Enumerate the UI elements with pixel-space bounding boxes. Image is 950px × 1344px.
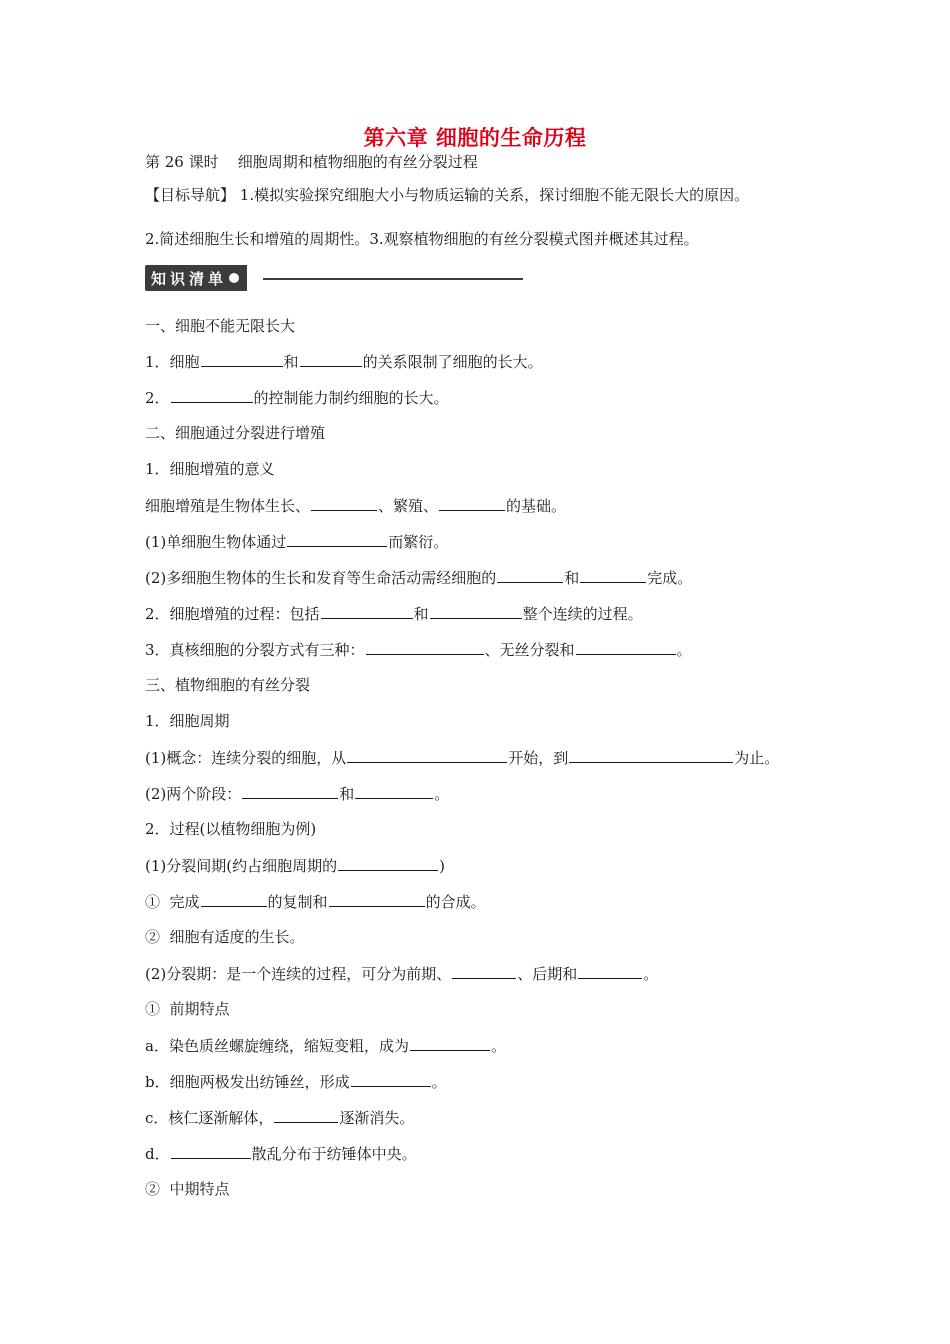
- prophase-b: [145, 1071, 447, 1092]
- blank-field[interactable]: [578, 963, 642, 979]
- item-3-2: 2．过程(以植物细胞为例): [145, 820, 317, 838]
- text: (1)分裂间期(约占细胞周期的: [145, 857, 338, 875]
- section-3-heading: 三、植物细胞的有丝分裂: [145, 676, 311, 694]
- blank-field[interactable]: [497, 567, 563, 583]
- blank-field[interactable]: [321, 603, 413, 619]
- item-3-1-p2: [145, 783, 449, 804]
- text: 1．细胞: [145, 353, 200, 371]
- blank-field[interactable]: [171, 387, 253, 403]
- text: 完成。: [647, 569, 693, 587]
- blank-field[interactable]: [201, 891, 267, 907]
- item-2-1-p1: [145, 531, 448, 552]
- text: a．染色质丝螺旋缠绕，缩短变粗，成为: [145, 1037, 409, 1055]
- section-2-heading: 二、细胞通过分裂进行增殖: [145, 424, 326, 442]
- item-1-2: [145, 387, 449, 408]
- text: 3．真核细胞的分裂方式有三种：: [145, 641, 365, 659]
- text: 和: [413, 605, 429, 623]
- text: (1)概念：连续分裂的细胞，从: [145, 749, 347, 767]
- text: 和: [283, 353, 299, 371]
- text: (1)单细胞生物体通过: [145, 533, 287, 551]
- blank-field[interactable]: [171, 1143, 251, 1159]
- text: 2．: [145, 389, 170, 407]
- text: 2．细胞增殖的过程：包括: [145, 605, 320, 623]
- blank-field[interactable]: [201, 351, 283, 367]
- item-2-1-text: [145, 495, 566, 516]
- goals-line-1: [145, 185, 749, 205]
- text: 的合成。: [425, 893, 486, 911]
- text: 。: [434, 785, 450, 803]
- text: 和: [564, 569, 580, 587]
- text: 。: [676, 641, 692, 659]
- blank-field[interactable]: [569, 747, 733, 763]
- lesson-title: 第 26 课时 细胞周期和植物细胞的有丝分裂过程: [145, 153, 478, 171]
- text: (2)多细胞生物体的生长和发育等生命活动需经细胞的: [145, 569, 497, 587]
- section-1-heading: 一、细胞不能无限长大: [145, 317, 296, 335]
- blank-field[interactable]: [430, 603, 522, 619]
- item-3-2-p2: [145, 963, 658, 984]
- goals-line-2: 2.简述细胞生长和增殖的周期性。3.观察植物细胞的有丝分裂模式图并概述其过程。: [145, 230, 699, 248]
- blank-field[interactable]: [338, 855, 438, 871]
- text: ① 完成: [145, 893, 200, 911]
- chapter-title: 第六章 细胞的生命历程: [363, 126, 587, 150]
- metaphase-heading: ② 中期特点: [145, 1180, 230, 1198]
- text: 的基础。: [506, 497, 567, 515]
- text: 逐渐消失。: [339, 1109, 415, 1127]
- text: b．细胞两极发出纺锤丝，形成: [145, 1073, 350, 1091]
- item-1-1: [145, 351, 543, 372]
- text: 的复制和: [267, 893, 328, 911]
- blank-field[interactable]: [580, 567, 646, 583]
- blank-field[interactable]: [351, 1071, 431, 1087]
- blank-field[interactable]: [410, 1035, 490, 1051]
- text: 整个连续的过程。: [522, 605, 643, 623]
- blank-field[interactable]: [347, 747, 507, 763]
- text: c．核仁逐渐解体，: [145, 1109, 274, 1127]
- prophase-c: [145, 1107, 414, 1128]
- text: 。: [643, 965, 659, 983]
- text: d．: [145, 1145, 170, 1163]
- blank-field[interactable]: [366, 639, 484, 655]
- blank-field[interactable]: [311, 495, 377, 511]
- banner-label: 知识清单: [151, 269, 228, 288]
- blank-field[interactable]: [452, 963, 516, 979]
- item-3-1-p1: [145, 747, 779, 768]
- blank-field[interactable]: [300, 351, 362, 367]
- text: 和: [339, 785, 355, 803]
- prophase-heading: ① 前期特点: [145, 1000, 230, 1018]
- item-2-1-p2: [145, 567, 692, 588]
- item-3-2-c1: [145, 891, 486, 912]
- banner-dot-icon: [229, 273, 239, 283]
- text: 的控制能力制约细胞的长大。: [253, 389, 449, 407]
- text: 的关系限制了细胞的长大。: [362, 353, 543, 371]
- item-3-2-p1: [145, 855, 445, 876]
- text: 而繁衍。: [388, 533, 449, 551]
- item-2-3: [145, 639, 692, 660]
- blank-field[interactable]: [287, 531, 387, 547]
- blank-field[interactable]: [242, 783, 338, 799]
- text: (2)两个阶段：: [145, 785, 242, 803]
- goals-text-1: 1.模拟实验探究细胞大小与物质运输的关系，探讨细胞不能无限长大的原因。: [235, 186, 750, 204]
- blank-field[interactable]: [355, 783, 433, 799]
- banner-box: [145, 265, 247, 291]
- text: 。: [431, 1073, 447, 1091]
- goals-label: 【目标导航】: [145, 186, 236, 204]
- item-3-1: 1．细胞周期: [145, 712, 230, 730]
- text: 细胞增殖是生物体生长、: [145, 497, 311, 515]
- text: 散乱分布于纺锤体中央。: [251, 1145, 417, 1163]
- item-2-1: 1．细胞增殖的意义: [145, 460, 275, 478]
- text: 、繁殖、: [378, 497, 439, 515]
- text: 、无丝分裂和: [484, 641, 575, 659]
- blank-field[interactable]: [329, 891, 425, 907]
- blank-field[interactable]: [439, 495, 505, 511]
- item-2-2: [145, 603, 643, 624]
- text: ): [439, 857, 445, 875]
- blank-field[interactable]: [576, 639, 676, 655]
- prophase-d: [145, 1143, 417, 1164]
- text: 、后期和: [517, 965, 578, 983]
- blank-field[interactable]: [274, 1107, 338, 1123]
- item-3-2-c2: ② 细胞有适度的生长。: [145, 928, 305, 946]
- text: (2)分裂期：是一个连续的过程，可分为前期、: [145, 965, 452, 983]
- text: 。: [490, 1037, 506, 1055]
- prophase-a: [145, 1035, 506, 1056]
- text: 为止。: [734, 749, 780, 767]
- text: 开始，到: [508, 749, 569, 767]
- banner-rule: [263, 278, 523, 280]
- knowledge-banner: [145, 265, 247, 291]
